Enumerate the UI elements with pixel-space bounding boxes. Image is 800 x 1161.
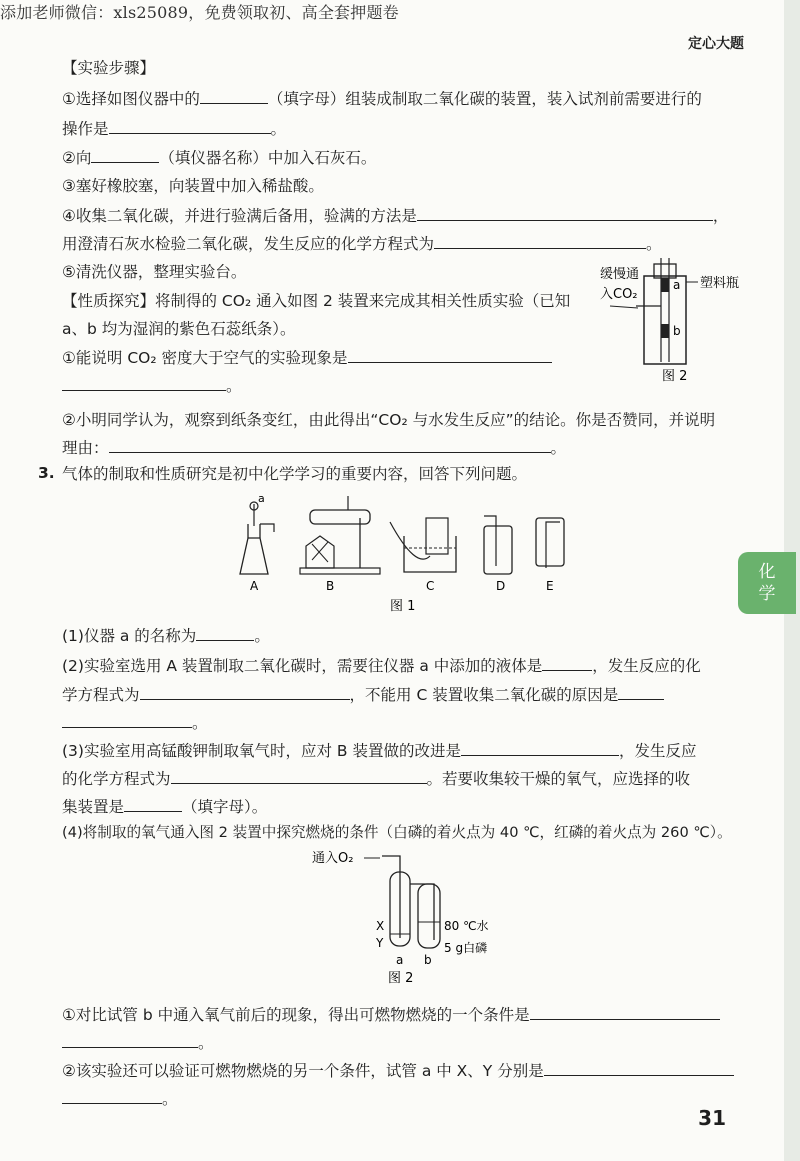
answer-blank[interactable] — [618, 684, 664, 700]
property-q2-line: ②小明同学认为，观察到纸条变红，由此得出“CO₂ 与水发生反应”的结论。你是否赞同，并说明 — [62, 411, 716, 429]
fig2-strip-a — [661, 278, 669, 292]
q3-fig2-y-label: Y — [376, 936, 384, 950]
fig2-inlet-label-2: 入CO₂ — [600, 287, 638, 302]
subject-tab-char-2: 学 — [758, 584, 776, 604]
answer-blank[interactable] — [544, 1060, 734, 1076]
property-q1-line — [62, 347, 552, 368]
apparatus-b — [300, 496, 380, 574]
q3-fig2-x-label: X — [376, 919, 385, 933]
step-4-text-a: ④收集二氧化碳，并进行验满后备用，验满的方法是 — [62, 207, 417, 225]
q3-3-text-f: （填字母）。 — [182, 798, 268, 816]
q3-4-1-line — [62, 1004, 720, 1025]
fig1-label-b: B — [326, 579, 335, 593]
q3-fig2-inlet-tube — [382, 856, 400, 938]
q3-4-1-line-2 — [62, 1032, 214, 1053]
step-1-line-2 — [62, 118, 286, 139]
q3-2-line-2 — [62, 684, 664, 705]
q3-4-2-line-2 — [62, 1088, 178, 1109]
q3-2-text-d: ，不能用 C 装置收集二氧化碳的原因是 — [349, 686, 619, 704]
subject-tab-char-1: 化 — [758, 562, 776, 582]
step-3-line: ③塞好橡胶塞，向装置中加入稀盐酸。 — [62, 177, 324, 195]
answer-blank[interactable] — [109, 118, 271, 134]
steps-title: 【实验步骤】 — [62, 59, 156, 77]
answer-blank[interactable] — [124, 796, 182, 812]
q3-3-line-3 — [62, 796, 267, 817]
q3-2-line — [62, 655, 701, 676]
answer-blank[interactable] — [140, 684, 350, 700]
fig2-inlet-arrow — [610, 306, 638, 308]
answer-blank[interactable] — [109, 437, 551, 453]
answer-blank[interactable] — [171, 768, 427, 784]
answer-blank[interactable] — [542, 655, 592, 671]
step-4-line — [62, 205, 728, 226]
answer-blank[interactable] — [91, 147, 159, 163]
step-1-text-d: 。 — [270, 120, 287, 138]
q3-2-text-c: 学方程式为 — [62, 686, 140, 704]
fig1-caption: 图 1 — [390, 599, 416, 614]
apparatus-d — [484, 516, 512, 574]
q3-2-text-b: ，发生反应的化 — [592, 657, 701, 675]
apparatus-a — [240, 492, 274, 574]
property-q1-end: 。 — [226, 377, 242, 395]
property-q1-text: ①能说明 CO₂ 密度大于空气的实验现象是 — [62, 349, 348, 367]
q3-4-2-line — [62, 1060, 734, 1081]
answer-blank[interactable] — [62, 375, 226, 391]
q3-4-line: (4)将制取的氧气通入图 2 装置中探究燃烧的条件（白磷的着火点为 40 ℃，红磷的着火点为 260 ℃）。 — [62, 824, 732, 841]
q3-fig2-tube-b — [418, 884, 440, 948]
q3-3-text-a: (3)实验室用高锰酸钾制取氧气时，应对 B 装置做的改进是 — [62, 742, 461, 760]
fig2-bottle-label: 塑料瓶 — [700, 276, 740, 291]
watermark-text: 添加老师微信：xls25089，免费领取初、高全套押题卷 — [0, 3, 399, 22]
q3-4-2-text-b: 。 — [162, 1090, 178, 1108]
q3-fig2-a-label: a — [396, 953, 404, 967]
q3-3-text-e: 集装置是 — [62, 798, 125, 816]
q3-figure-1 — [230, 492, 570, 616]
apparatus-c — [390, 518, 456, 572]
fig1-label-d: D — [496, 579, 506, 593]
property-q2-text-b: 。 — [550, 439, 567, 457]
q3-3-text-c: 的化学方程式为 — [62, 770, 171, 788]
fig1-label-a: A — [250, 579, 259, 593]
step-1-line — [62, 88, 702, 109]
property-q1-line-2 — [62, 375, 242, 396]
answer-blank[interactable] — [196, 625, 254, 641]
step-2-text-a: ②向 — [62, 149, 92, 167]
answer-blank[interactable] — [62, 1032, 198, 1048]
q3-3-line-2 — [62, 768, 690, 789]
fig2-label-b: b — [673, 324, 681, 338]
q3-1-text-b: 。 — [254, 627, 270, 645]
q3-fig2-connector — [410, 884, 434, 940]
q3-3-text-b: ，发生反应 — [618, 742, 697, 760]
step-5-line: ⑤清洗仪器，整理实验台。 — [62, 263, 247, 281]
q3-3-text-d: 。若要收集较干燥的氧气，应选择的收 — [426, 770, 691, 788]
step-4-line-2 — [62, 233, 662, 254]
fig1-a-label: a — [258, 492, 265, 505]
q3-4-2-text-a: ②该实验还可以验证可燃物燃烧的另一个条件，试管 a 中 X、Y 分别是 — [62, 1062, 544, 1080]
q3-2-line-3 — [62, 712, 208, 733]
step-1-text-c: 操作是 — [62, 120, 109, 138]
step-2-line — [62, 147, 376, 168]
property-line-1: 【性质探究】将制得的 CO₂ 通入如图 2 装置来完成其相关性质实验（已知 — [62, 292, 571, 310]
q3-fig2-phosphorus-label: 5 g白磷 — [444, 941, 488, 955]
fig1-label-e: E — [546, 579, 554, 593]
q3-fig2-b-label: b — [424, 953, 432, 967]
fig2-caption: 图 2 — [662, 369, 688, 384]
fig1-label-c: C — [426, 579, 435, 593]
question-3-number: 3. — [38, 464, 55, 482]
q3-figure-2 — [312, 848, 512, 988]
fig2-label-a: a — [673, 278, 681, 292]
q3-4-1-text-a: ①对比试管 b 中通入氧气前后的现象，得出可燃物燃烧的一个条件是 — [62, 1006, 530, 1024]
answer-blank[interactable] — [461, 740, 619, 756]
property-q2-text-a: 理由： — [62, 439, 109, 457]
q3-1-line — [62, 625, 270, 646]
q3-3-line — [62, 740, 696, 761]
subject-tab — [738, 552, 796, 614]
section-header: 定心大题 — [688, 36, 744, 52]
page-number: 31 — [698, 1106, 726, 1130]
property-q2-line-2 — [62, 437, 566, 458]
step-1-text-a: ①选择如图仪器中的 — [62, 90, 200, 108]
step-1-text-b: （填字母）组装成制取二氧化碳的装置，装入试剂前需要进行的 — [267, 90, 702, 108]
part1-figure-2 — [600, 258, 760, 384]
answer-blank[interactable] — [530, 1004, 720, 1020]
q3-fig2-caption: 图 2 — [388, 971, 414, 986]
q3-2-text-e: 。 — [192, 714, 208, 732]
answer-blank[interactable] — [417, 205, 713, 221]
answer-blank[interactable] — [62, 1088, 162, 1104]
answer-blank[interactable] — [434, 233, 646, 249]
step-4-text-c: 用澄清石灰水检验二氧化碳，发生反应的化学方程式为 — [62, 235, 435, 253]
q3-fig2-water-label: 80 ℃水 — [444, 919, 489, 933]
step-4-text-b: ， — [712, 207, 729, 225]
property-line-2: a、b 均为湿润的紫色石蕊纸条）。 — [62, 320, 296, 338]
q3-fig2-inlet-label: 通入O₂ — [312, 851, 354, 866]
step-2-text-b: （填仪器名称）中加入石灰石。 — [159, 149, 377, 167]
fig2-inlet-label-1: 缓慢通 — [600, 267, 640, 282]
apparatus-e — [536, 518, 564, 568]
q3-2-text-a: (2)实验室选用 A 装置制取二氧化碳时，需要往仪器 a 中添加的液体是 — [62, 657, 543, 675]
answer-blank[interactable] — [62, 712, 192, 728]
fig2-strip-b — [661, 324, 669, 338]
q3-4-1-text-b: 。 — [198, 1034, 214, 1052]
answer-blank[interactable] — [200, 88, 268, 104]
step-4-text-d: 。 — [646, 235, 662, 253]
question-3-stem: 气体的制取和性质研究是初中化学学习的重要内容，回答下列问题。 — [62, 465, 528, 483]
q3-1-text-a: (1)仪器 a 的名称为 — [62, 627, 197, 645]
answer-blank[interactable] — [348, 347, 552, 363]
